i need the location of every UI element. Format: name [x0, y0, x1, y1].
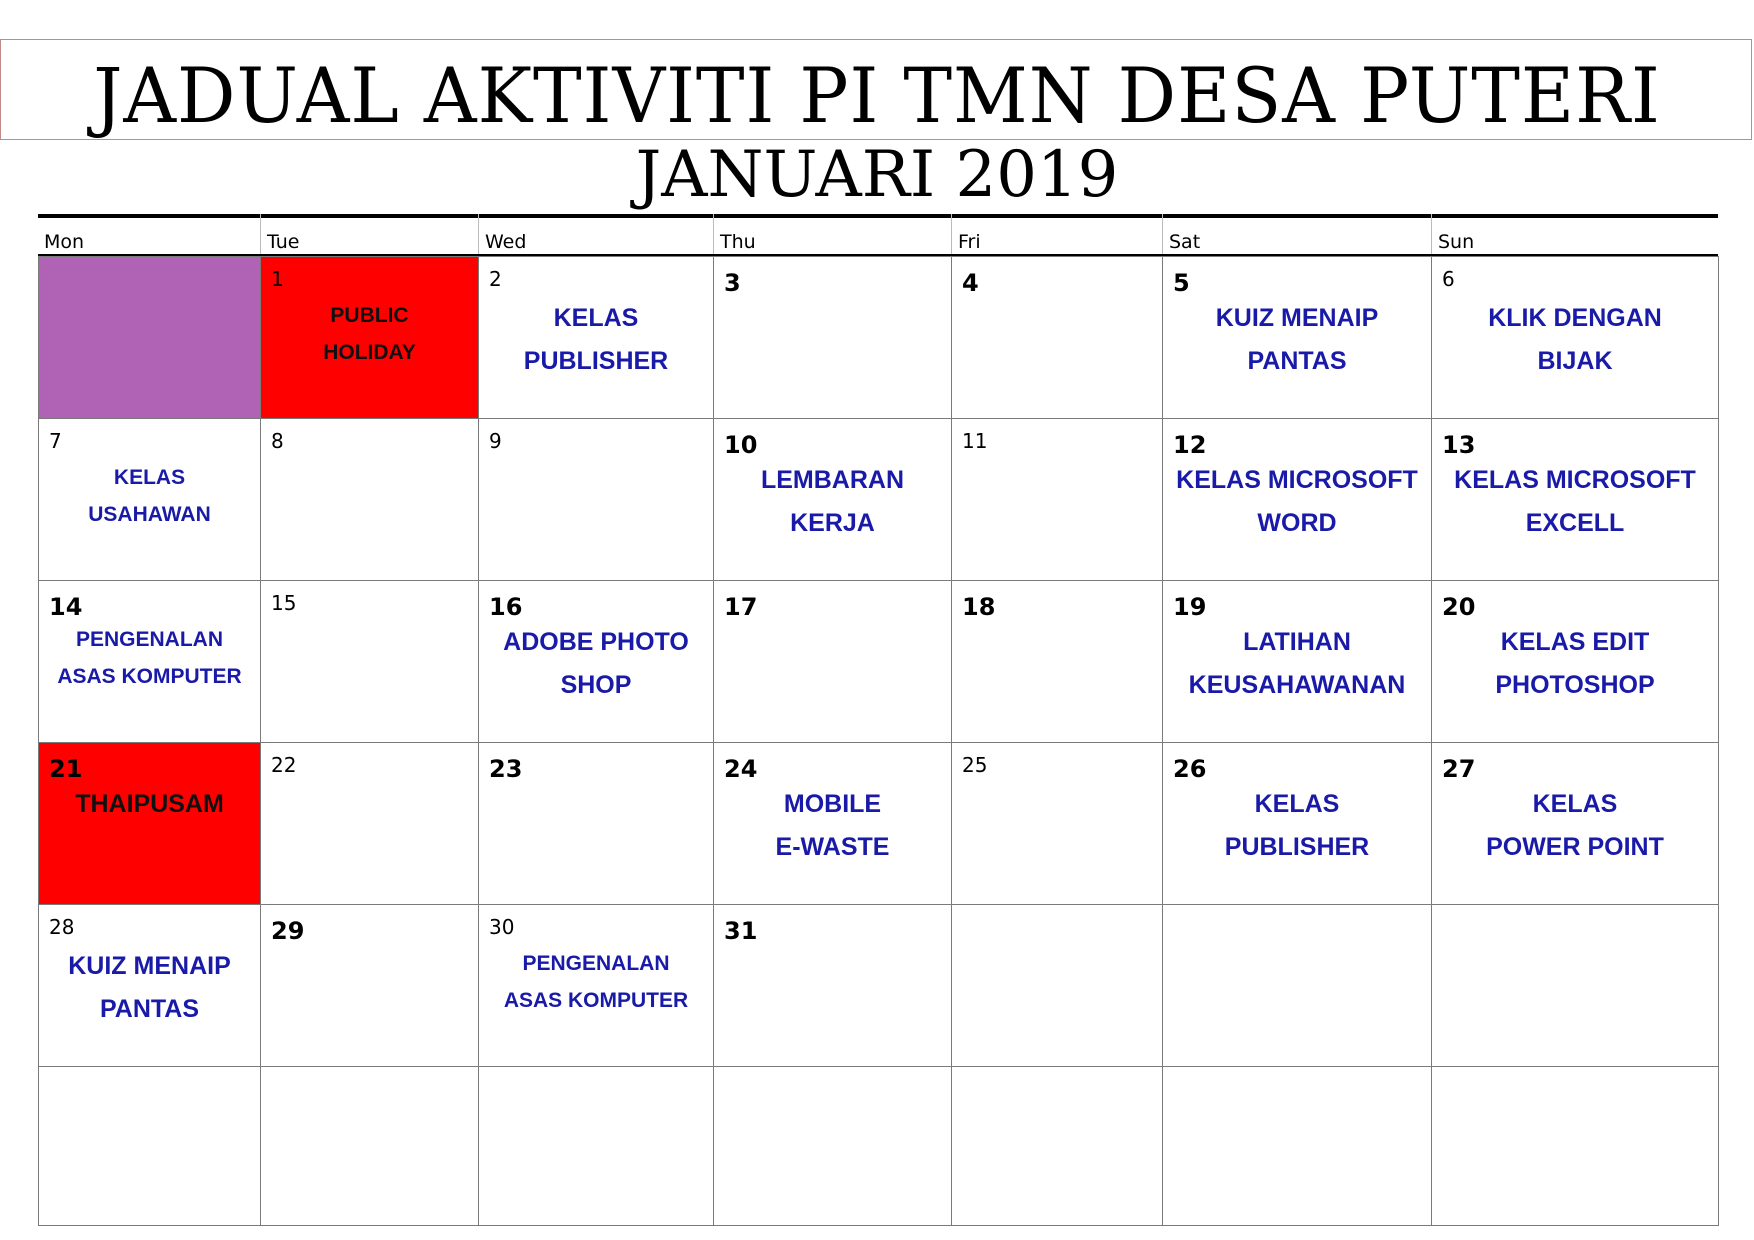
day-cell-24 [714, 743, 952, 905]
event-label [39, 621, 260, 695]
event-label [1432, 621, 1718, 707]
weekday-header-row [38, 214, 1718, 254]
day-cell-12 [1163, 419, 1432, 581]
day-number: 23 [489, 755, 523, 783]
event-label [714, 783, 951, 869]
day-cell-30 [479, 905, 714, 1067]
day-number: 17 [724, 593, 758, 621]
event-line: KUIZ MENAIP [1215, 304, 1379, 332]
week-row [39, 905, 1719, 1067]
day-cell-3 [714, 257, 952, 419]
event-line: ASAS KOMPUTER [57, 665, 242, 688]
day-number: 6 [1442, 267, 1455, 291]
day-number: 5 [1173, 269, 1190, 297]
day-number: 22 [271, 753, 297, 777]
empty-day-cell [39, 257, 261, 419]
day-cell-26 [1163, 743, 1432, 905]
empty-day-cell [714, 1067, 952, 1226]
day-cell-10 [714, 419, 952, 581]
event-line: PANTAS [1247, 347, 1347, 375]
day-number: 28 [49, 915, 75, 939]
day-number: 10 [724, 431, 758, 459]
event-label [479, 945, 713, 1019]
event-line: PUBLISHER [523, 347, 669, 375]
weekday-sun: Sun [1431, 214, 1718, 254]
day-cell-22 [261, 743, 479, 905]
day-number: 19 [1173, 593, 1207, 621]
event-line: BIJAK [1537, 347, 1613, 375]
day-cell-27 [1432, 743, 1719, 905]
event-line: KELAS MICROSOFT [1454, 466, 1696, 494]
event-line: KUIZ MENAIP [68, 952, 231, 980]
week-row [39, 257, 1719, 419]
event-label [1432, 459, 1718, 545]
event-line: HOLIDAY [323, 341, 416, 364]
day-cell-7 [39, 419, 261, 581]
day-number: 27 [1442, 755, 1476, 783]
day-number: 2 [489, 267, 502, 291]
event-label [39, 945, 260, 1031]
week-row [39, 581, 1719, 743]
day-cell-11 [952, 419, 1163, 581]
day-number: 21 [49, 755, 83, 783]
event-line: KEUSAHAWANAN [1188, 671, 1406, 699]
day-cell-29 [261, 905, 479, 1067]
day-number: 7 [49, 429, 62, 453]
event-line: SHOP [560, 671, 632, 699]
event-label [479, 297, 713, 383]
event-line: KELAS [1532, 790, 1618, 818]
event-label [1163, 297, 1431, 383]
day-cell-20 [1432, 581, 1719, 743]
event-label [39, 459, 260, 533]
empty-day-cell [1432, 905, 1719, 1067]
day-cell-1 [261, 257, 479, 419]
day-number: 20 [1442, 593, 1476, 621]
weekday-mon: Mon [44, 231, 85, 253]
page-title: JADUAL AKTIVITI PI TMN DESA PUTERI [93, 51, 1661, 140]
empty-day-cell [479, 1067, 714, 1226]
event-label [39, 783, 260, 826]
event-line: EXCELL [1525, 509, 1625, 537]
weekday-fri: Fri [951, 214, 1162, 254]
event-line: LATIHAN [1243, 628, 1351, 656]
event-line: WORD [1257, 509, 1337, 537]
day-cell-5 [1163, 257, 1432, 419]
day-number: 31 [724, 917, 758, 945]
day-number: 14 [49, 593, 83, 621]
empty-day-cell [952, 905, 1163, 1067]
event-label [1163, 621, 1431, 707]
empty-day-cell [1432, 1067, 1719, 1226]
day-cell-16 [479, 581, 714, 743]
event-label [1163, 783, 1431, 869]
event-line: KELAS [113, 466, 186, 489]
calendar-grid [38, 256, 1719, 1226]
empty-day-cell [1163, 1067, 1432, 1226]
empty-day-cell [1163, 905, 1432, 1067]
weekday-sat: Sat [1162, 214, 1431, 254]
weekday-thu: Thu [713, 214, 951, 254]
event-line: PENGENALAN [75, 628, 223, 651]
event-line: USAHAWAN [88, 503, 211, 526]
day-cell-18 [952, 581, 1163, 743]
event-line: KELAS [553, 304, 639, 332]
empty-day-cell [261, 1067, 479, 1226]
event-line: ASAS KOMPUTER [503, 989, 689, 1012]
event-line: KELAS EDIT [1500, 628, 1650, 656]
day-number: 9 [489, 429, 502, 453]
week-row [39, 419, 1719, 581]
day-number: 8 [271, 429, 284, 453]
event-label [479, 621, 713, 707]
event-label [1432, 297, 1718, 383]
event-line: E-WASTE [775, 833, 890, 861]
day-cell-6 [1432, 257, 1719, 419]
day-cell-23 [479, 743, 714, 905]
event-label [1432, 783, 1718, 869]
day-number: 18 [962, 593, 996, 621]
day-cell-14 [39, 581, 261, 743]
day-number: 24 [724, 755, 758, 783]
event-line: PUBLISHER [1224, 833, 1370, 861]
day-cell-8 [261, 419, 479, 581]
day-number: 4 [962, 269, 979, 297]
event-line: KLIK DENGAN [1488, 304, 1662, 332]
day-cell-19 [1163, 581, 1432, 743]
empty-day-cell [952, 1067, 1163, 1226]
weekday-wed: Wed [478, 214, 713, 254]
day-cell-4 [952, 257, 1163, 419]
day-cell-31 [714, 905, 952, 1067]
event-line: POWER POINT [1486, 833, 1664, 861]
event-line: PENGENALAN [522, 952, 670, 975]
day-number: 3 [724, 269, 741, 297]
day-cell-17 [714, 581, 952, 743]
day-cell-9 [479, 419, 714, 581]
day-number: 12 [1173, 431, 1207, 459]
event-label [714, 459, 951, 545]
day-number: 16 [489, 593, 523, 621]
month-heading: JANUARI 2019 [635, 138, 1119, 212]
event-line: THAIPUSAM [75, 790, 224, 818]
event-line: PANTAS [99, 995, 200, 1023]
day-cell-15 [261, 581, 479, 743]
day-cell-21 [39, 743, 261, 905]
day-number: 11 [962, 429, 988, 453]
day-number: 13 [1442, 431, 1476, 459]
event-label [1163, 459, 1431, 545]
empty-day-cell [39, 1067, 261, 1226]
event-line: MOBILE [783, 790, 882, 818]
event-label [261, 297, 478, 371]
day-number: 29 [271, 917, 305, 945]
day-cell-2 [479, 257, 714, 419]
day-number: 25 [962, 753, 988, 777]
week-row [39, 1067, 1719, 1226]
day-cell-13 [1432, 419, 1719, 581]
event-line: KERJA [790, 509, 875, 537]
day-cell-28 [39, 905, 261, 1067]
day-number: 26 [1173, 755, 1207, 783]
event-line: LEMBARAN [760, 466, 905, 494]
week-row [39, 743, 1719, 905]
event-line: PHOTOSHOP [1495, 671, 1655, 699]
day-cell-25 [952, 743, 1163, 905]
event-line: PUBLIC [330, 304, 409, 327]
day-number: 1 [271, 267, 284, 291]
event-line: ADOBE PHOTO [503, 628, 689, 656]
event-line: KELAS [1254, 790, 1340, 818]
day-number: 30 [489, 915, 515, 939]
weekday-tue: Tue [260, 214, 478, 254]
event-line: KELAS MICROSOFT [1176, 466, 1418, 494]
day-number: 15 [271, 591, 297, 615]
